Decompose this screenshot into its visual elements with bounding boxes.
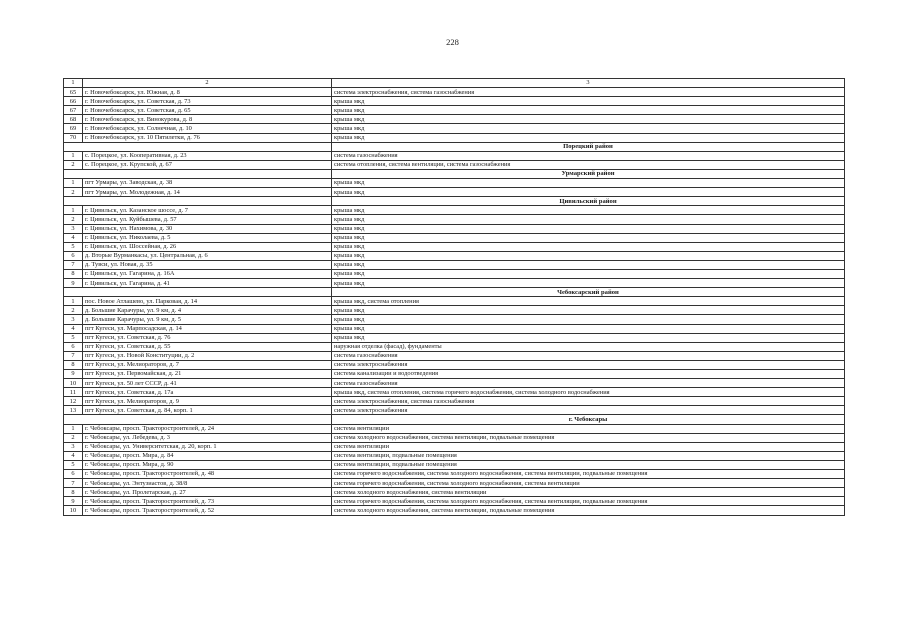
row-number: 12 [64, 397, 83, 406]
row-address: г. Новочебоксарск, ул. Винокурова, д. 8 [83, 115, 332, 124]
row-work-type: крыша мкд [332, 333, 845, 342]
section-header-row [64, 197, 845, 206]
table-row [64, 506, 845, 515]
row-work-type: система горячего водоснабжения, система холодного водоснабжения, система вентиляции, подвальные помещения [332, 470, 845, 479]
row-work-type: крыша мкд [332, 215, 845, 224]
row-number: 1 [64, 424, 83, 433]
row-work-type: система холодного водоснабжения, система вентиляции, подвальные помещения [332, 506, 845, 515]
table-row [64, 160, 845, 169]
row-number: 10 [64, 506, 83, 515]
table-row [64, 406, 845, 415]
row-work-type: система электроснабжения [332, 406, 845, 415]
row-address: г. Чебоксары, просп. Тракторостроителей, д. 52 [83, 506, 332, 515]
row-address: пгт Урмары, ул. Молодежная, д. 14 [83, 188, 332, 197]
row-address: пгт Кугеси, ул. Советская, д. 17а [83, 388, 332, 397]
table-row [64, 206, 845, 215]
row-number: 69 [64, 124, 83, 133]
row-number: 6 [64, 470, 83, 479]
row-address: г. Цивильск, ул. Казанское шоссе, д. 7 [83, 206, 332, 215]
table-row [64, 442, 845, 451]
table-row [64, 269, 845, 278]
section-spacer [83, 415, 332, 424]
row-address: пгт Кугеси, ул. Мелиораторов, д. 9 [83, 397, 332, 406]
table-row [64, 133, 845, 142]
row-work-type: крыша мкд [332, 251, 845, 260]
row-address: г. Чебоксары, просп. Мира, д. 84 [83, 451, 332, 460]
row-number: 6 [64, 251, 83, 260]
table-row [64, 251, 845, 260]
row-address: г. Цивильск, ул. Николаева, д. 5 [83, 233, 332, 242]
row-address: г. Чебоксары, просп. Тракторостроителей, д. 73 [83, 497, 332, 506]
row-address: г. Новочебоксарск, ул. 10 Пятилетки, д. 76 [83, 133, 332, 142]
row-address: пгт Кугеси, ул. Марпосадская, д. 14 [83, 324, 332, 333]
section-spacer [64, 169, 83, 178]
table-row [64, 324, 845, 333]
row-work-type: система электроснабжения, система газоснабжения [332, 88, 845, 97]
works-table-body [64, 79, 845, 516]
row-work-type: система холодного водоснабжения, система вентиляции, подвальные помещения [332, 433, 845, 442]
table-row [64, 388, 845, 397]
row-address: г. Чебоксары, ул. Университетская, д. 20, корп. 1 [83, 442, 332, 451]
row-work-type: система отопления, система вентиляции, система газоснабжения [332, 160, 845, 169]
table-row [64, 233, 845, 242]
row-address: г. Цивильск, ул. Куйбышева, д. 57 [83, 215, 332, 224]
row-number: 2 [64, 215, 83, 224]
row-work-type: крыша мкд [332, 242, 845, 251]
row-address: г. Чебоксары, ул. Пролетарская, д. 27 [83, 488, 332, 497]
row-address: с. Порецкое, ул. Кооперативная, д. 23 [83, 151, 332, 160]
row-work-type: система горячего водоснабжения, система холодного водоснабжения, система вентиляции, подвальные помещения [332, 497, 845, 506]
page-number: 228 [446, 37, 459, 47]
table-row [64, 297, 845, 306]
row-number: 4 [64, 451, 83, 460]
row-number: 9 [64, 279, 83, 288]
table-row [64, 97, 845, 106]
row-work-type: крыша мкд [332, 306, 845, 315]
section-title: Цивильский район [332, 197, 845, 206]
row-number: 8 [64, 488, 83, 497]
row-address: г. Цивильск, ул. Гагарина, д. 16А [83, 269, 332, 278]
row-work-type: крыша мкд [332, 97, 845, 106]
table-row [64, 342, 845, 351]
row-work-type: система электроснабжения [332, 360, 845, 369]
row-work-type: крыша мкд [332, 179, 845, 188]
row-work-type: система электроснабжения, система газоснабжения [332, 397, 845, 406]
table-row [64, 188, 845, 197]
section-title: Урмарский район [332, 169, 845, 178]
row-work-type: крыша мкд [332, 279, 845, 288]
row-address: д. Большие Карачуры, ул. 9 км, д. 5 [83, 315, 332, 324]
header-col-number: 1 [64, 79, 83, 88]
row-work-type: крыша мкд [332, 133, 845, 142]
row-work-type: крыша мкд [332, 315, 845, 324]
row-number: 10 [64, 379, 83, 388]
row-work-type: крыша мкд, система отопления [332, 297, 845, 306]
row-number: 2 [64, 188, 83, 197]
section-spacer [83, 142, 332, 151]
row-number: 3 [64, 315, 83, 324]
table-row [64, 151, 845, 160]
section-spacer [83, 197, 332, 206]
table-row [64, 215, 845, 224]
table-row [64, 488, 845, 497]
row-work-type: крыша мкд [332, 115, 845, 124]
table-row [64, 115, 845, 124]
row-address: г. Цивильск, ул. Шоссейная, д. 26 [83, 242, 332, 251]
table-row [64, 370, 845, 379]
row-number: 5 [64, 460, 83, 469]
row-work-type: крыша мкд [332, 106, 845, 115]
row-number: 3 [64, 224, 83, 233]
table-row [64, 260, 845, 269]
row-address: с. Порецкое, ул. Крупской, д. 67 [83, 160, 332, 169]
row-number: 70 [64, 133, 83, 142]
row-number: 1 [64, 297, 83, 306]
row-number: 2 [64, 306, 83, 315]
row-number: 9 [64, 370, 83, 379]
table-row [64, 451, 845, 460]
row-work-type: система холодного водоснабжения, система вентиляции [332, 488, 845, 497]
row-work-type: крыша мкд [332, 269, 845, 278]
row-number: 4 [64, 233, 83, 242]
section-header-row [64, 142, 845, 151]
row-number: 8 [64, 269, 83, 278]
section-header-row [64, 288, 845, 297]
table-row [64, 306, 845, 315]
row-number: 1 [64, 151, 83, 160]
row-address: пгт Кугеси, ул. 50 лет СССР, д. 41 [83, 379, 332, 388]
row-number: 2 [64, 160, 83, 169]
row-work-type: крыша мкд [332, 233, 845, 242]
row-address: пос. Новое Атлашево, ул. Парковая, д. 14 [83, 297, 332, 306]
row-work-type: крыша мкд [332, 260, 845, 269]
table-row [64, 333, 845, 342]
row-work-type: крыша мкд [332, 224, 845, 233]
table-row [64, 88, 845, 97]
row-number: 7 [64, 260, 83, 269]
row-address: пгт Кугеси, ул. Первомайская, д. 21 [83, 370, 332, 379]
table-row [64, 424, 845, 433]
table-row [64, 224, 845, 233]
table-row [64, 497, 845, 506]
table-row [64, 460, 845, 469]
row-address: г. Чебоксары, ул. Энтузиастов, д. 38/8 [83, 479, 332, 488]
row-address: г. Чебоксары, ул. Лебедева, д. 3 [83, 433, 332, 442]
row-number: 13 [64, 406, 83, 415]
row-number: 9 [64, 497, 83, 506]
table-row [64, 106, 845, 115]
row-number: 67 [64, 106, 83, 115]
section-title: Чебоксарский район [332, 288, 845, 297]
row-address: пгт Кугеси, ул. Советская, д. 55 [83, 342, 332, 351]
row-work-type: система вентиляции, подвальные помещения [332, 451, 845, 460]
table-row [64, 479, 845, 488]
row-address: пгт Кугеси, ул. Советская, д. 76 [83, 333, 332, 342]
row-work-type: система вентиляции, подвальные помещения [332, 460, 845, 469]
section-header-row [64, 415, 845, 424]
table-row [64, 124, 845, 133]
row-number: 8 [64, 360, 83, 369]
row-work-type: система газоснабжения [332, 151, 845, 160]
row-number: 66 [64, 97, 83, 106]
row-work-type: система газоснабжения [332, 351, 845, 360]
row-work-type: крыша мкд [332, 188, 845, 197]
row-number: 65 [64, 88, 83, 97]
row-number: 4 [64, 324, 83, 333]
row-address: г. Чебоксары, просп. Мира, д. 90 [83, 460, 332, 469]
row-address: г. Чебоксары, просп. Тракторостроителей, д. 48 [83, 470, 332, 479]
section-spacer [64, 197, 83, 206]
row-work-type: система газоснабжения [332, 379, 845, 388]
table-row [64, 315, 845, 324]
row-address: г. Новочебоксарск, ул. Солнечная, д. 10 [83, 124, 332, 133]
row-address: г. Новочебоксарск, ул. Советская, д. 73 [83, 97, 332, 106]
row-address: г. Новочебоксарск, ул. Советская, д. 65 [83, 106, 332, 115]
row-number: 68 [64, 115, 83, 124]
row-address: д. Большие Карачуры, ул. 9 км, д. 4 [83, 306, 332, 315]
works-table [63, 78, 845, 516]
row-number: 7 [64, 351, 83, 360]
row-work-type: система вентиляции [332, 424, 845, 433]
row-number: 11 [64, 388, 83, 397]
row-address: пгт Кугеси, ул. Новой Конституции, д. 2 [83, 351, 332, 360]
header-col-work: 3 [332, 79, 845, 88]
row-address: г. Цивильск, ул. Гагарина, д. 41 [83, 279, 332, 288]
row-work-type: наружная отделка (фасад), фундаменты [332, 342, 845, 351]
row-number: 1 [64, 179, 83, 188]
row-address: пгт Кугеси, ул. Мелиораторов, д. 7 [83, 360, 332, 369]
row-address: пгт Урмары, ул. Заводская, д. 38 [83, 179, 332, 188]
section-title: г. Чебоксары [332, 415, 845, 424]
row-work-type: система канализации и водоотведения [332, 370, 845, 379]
row-address: д. Тувси, ул. Новая, д. 35 [83, 260, 332, 269]
table-row [64, 433, 845, 442]
row-work-type: крыша мкд [332, 324, 845, 333]
section-spacer [64, 142, 83, 151]
section-spacer [83, 169, 332, 178]
table-row [64, 242, 845, 251]
table-row [64, 470, 845, 479]
row-number: 5 [64, 242, 83, 251]
row-number: 7 [64, 479, 83, 488]
header-col-address: 2 [83, 79, 332, 88]
row-address: пгт Кугеси, ул. Советская, д. 84, корп. 1 [83, 406, 332, 415]
row-address: г. Цивильск, ул. Нахимова, д. 30 [83, 224, 332, 233]
table-row [64, 351, 845, 360]
row-work-type: крыша мкд [332, 124, 845, 133]
row-number: 2 [64, 433, 83, 442]
row-work-type: система вентиляции [332, 442, 845, 451]
section-title: Порецкий район [332, 142, 845, 151]
section-spacer [64, 415, 83, 424]
row-work-type: крыша мкд [332, 206, 845, 215]
row-work-type: система горячего водоснабжения, система холодного водоснабжения, система вентиляции [332, 479, 845, 488]
row-address: г. Новочебоксарск, ул. Южная, д. 8 [83, 88, 332, 97]
table-row [64, 379, 845, 388]
row-number: 5 [64, 333, 83, 342]
table-row [64, 397, 845, 406]
table-header-row [64, 79, 845, 88]
table-row [64, 279, 845, 288]
row-address: д. Вторые Вурманкасы, ул. Центральная, д. 6 [83, 251, 332, 260]
table-row [64, 179, 845, 188]
row-work-type: крыша мкд, система отопления, система горячего водоснабжения, система холодного водоснабжения [332, 388, 845, 397]
row-number: 3 [64, 442, 83, 451]
section-spacer [64, 288, 83, 297]
section-spacer [83, 288, 332, 297]
row-address: г. Чебоксары, просп. Тракторостроителей, д. 24 [83, 424, 332, 433]
row-number: 1 [64, 206, 83, 215]
table-row [64, 360, 845, 369]
section-header-row [64, 169, 845, 178]
row-number: 6 [64, 342, 83, 351]
